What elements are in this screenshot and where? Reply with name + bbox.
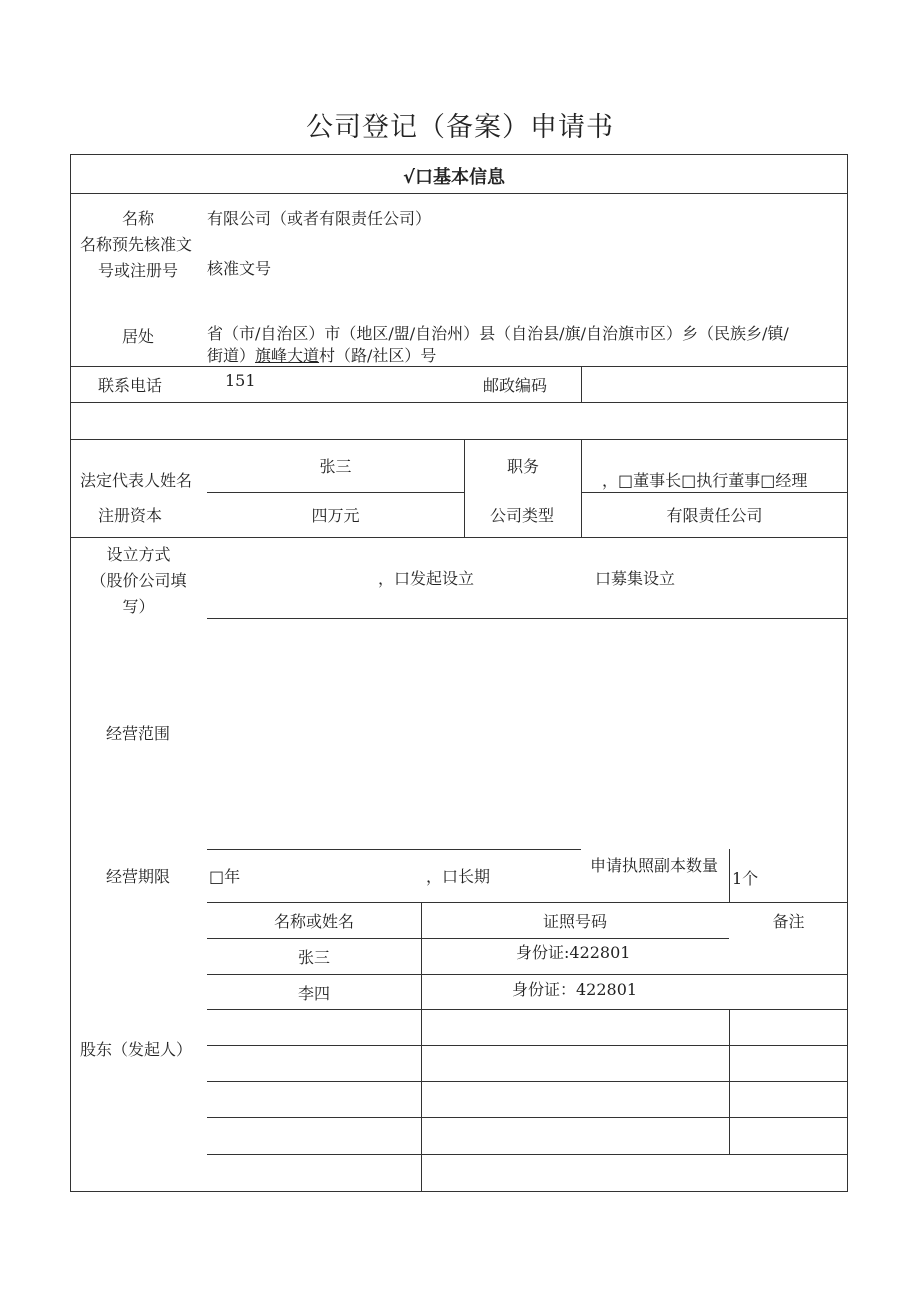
address-line-2-prefix: 街道） xyxy=(207,346,256,365)
divider xyxy=(70,402,848,403)
divider xyxy=(70,537,848,538)
legal-rep-label: 法定代表人姓名 xyxy=(80,471,193,490)
company-type-label: 公司类型 xyxy=(490,506,555,525)
section-header: √口基本信息 xyxy=(403,167,506,188)
header-note: 备注 xyxy=(772,912,805,931)
phone-label: 联系电话 xyxy=(98,376,163,395)
establish-label-1: 设立方式 xyxy=(106,545,171,564)
header-id: 证照号码 xyxy=(542,912,607,931)
postal-label: 邮政编码 xyxy=(483,376,548,395)
name-label: 名称 xyxy=(122,209,155,228)
form-frame xyxy=(70,154,848,1192)
divider xyxy=(464,439,465,537)
divider xyxy=(207,618,848,619)
establish-option-initiation[interactable]: ，口发起设立 xyxy=(378,569,475,588)
divider xyxy=(207,1081,848,1082)
address-line-1: 省（市/自治区）市（地区/盟/自治州）县（自治县/旗/自治旗市区）乡（民族乡/镇/ xyxy=(207,324,789,343)
establish-label-3: 写） xyxy=(122,597,155,616)
divider xyxy=(70,193,848,194)
name-value: 有限公司（或者有限责任公司） xyxy=(207,209,432,228)
capital-label: 注册资本 xyxy=(98,506,163,525)
divider xyxy=(421,902,422,1192)
scope-label: 经营范围 xyxy=(106,724,171,743)
divider xyxy=(70,366,848,367)
divider xyxy=(207,1154,848,1155)
divider xyxy=(581,492,848,493)
address-label: 居处 xyxy=(122,327,155,346)
copies-value[interactable]: 1个 xyxy=(732,869,759,888)
divider xyxy=(207,849,581,850)
capital-value[interactable]: 四万元 xyxy=(311,506,360,525)
header-name: 名称或姓名 xyxy=(273,912,354,931)
divider xyxy=(581,366,582,402)
shareholders-label: 股东（发起人） xyxy=(80,1040,193,1059)
preapproval-value: 核准文号 xyxy=(207,259,272,278)
shareholder-2-id[interactable]: 身份证：422801 xyxy=(512,980,638,999)
divider xyxy=(207,938,729,939)
shareholder-1-id[interactable]: 身份证:422801 xyxy=(516,943,631,962)
divider xyxy=(207,974,848,975)
divider xyxy=(729,1009,730,1154)
divider xyxy=(207,902,848,903)
position-label: 职务 xyxy=(507,457,540,476)
divider xyxy=(207,492,464,493)
divider xyxy=(207,1045,848,1046)
shareholder-2-name[interactable]: 李四 xyxy=(297,984,330,1003)
term-option-years[interactable]: □年 xyxy=(209,867,241,886)
divider xyxy=(207,1117,848,1118)
term-label: 经营期限 xyxy=(106,867,171,886)
establish-label-2: （股价公司填 xyxy=(90,571,187,590)
preapproval-label-1: 名称预先核准文 xyxy=(80,235,193,254)
divider xyxy=(729,849,730,902)
establish-option-raising[interactable]: 口募集设立 xyxy=(595,569,676,588)
address-street: 旗峰大道 xyxy=(255,346,320,365)
preapproval-label-2: 号或注册号 xyxy=(98,261,179,280)
position-options[interactable]: ，□董事长□执行董事□经理 xyxy=(602,471,808,490)
divider xyxy=(70,439,848,440)
page-title: 公司登记（备案）申请书 xyxy=(306,112,614,143)
legal-rep-value[interactable]: 张三 xyxy=(319,457,352,476)
phone-value[interactable]: 151 xyxy=(225,371,256,390)
address-line-2-suffix: 村（路/社区）号 xyxy=(319,346,437,365)
term-option-long[interactable]: ，口长期 xyxy=(426,867,491,886)
company-type-value[interactable]: 有限责任公司 xyxy=(666,506,763,525)
divider xyxy=(207,1009,848,1010)
shareholder-1-name[interactable]: 张三 xyxy=(297,948,330,967)
copies-label: 申请执照副本数量 xyxy=(590,856,719,875)
address-line-2 xyxy=(207,348,436,364)
